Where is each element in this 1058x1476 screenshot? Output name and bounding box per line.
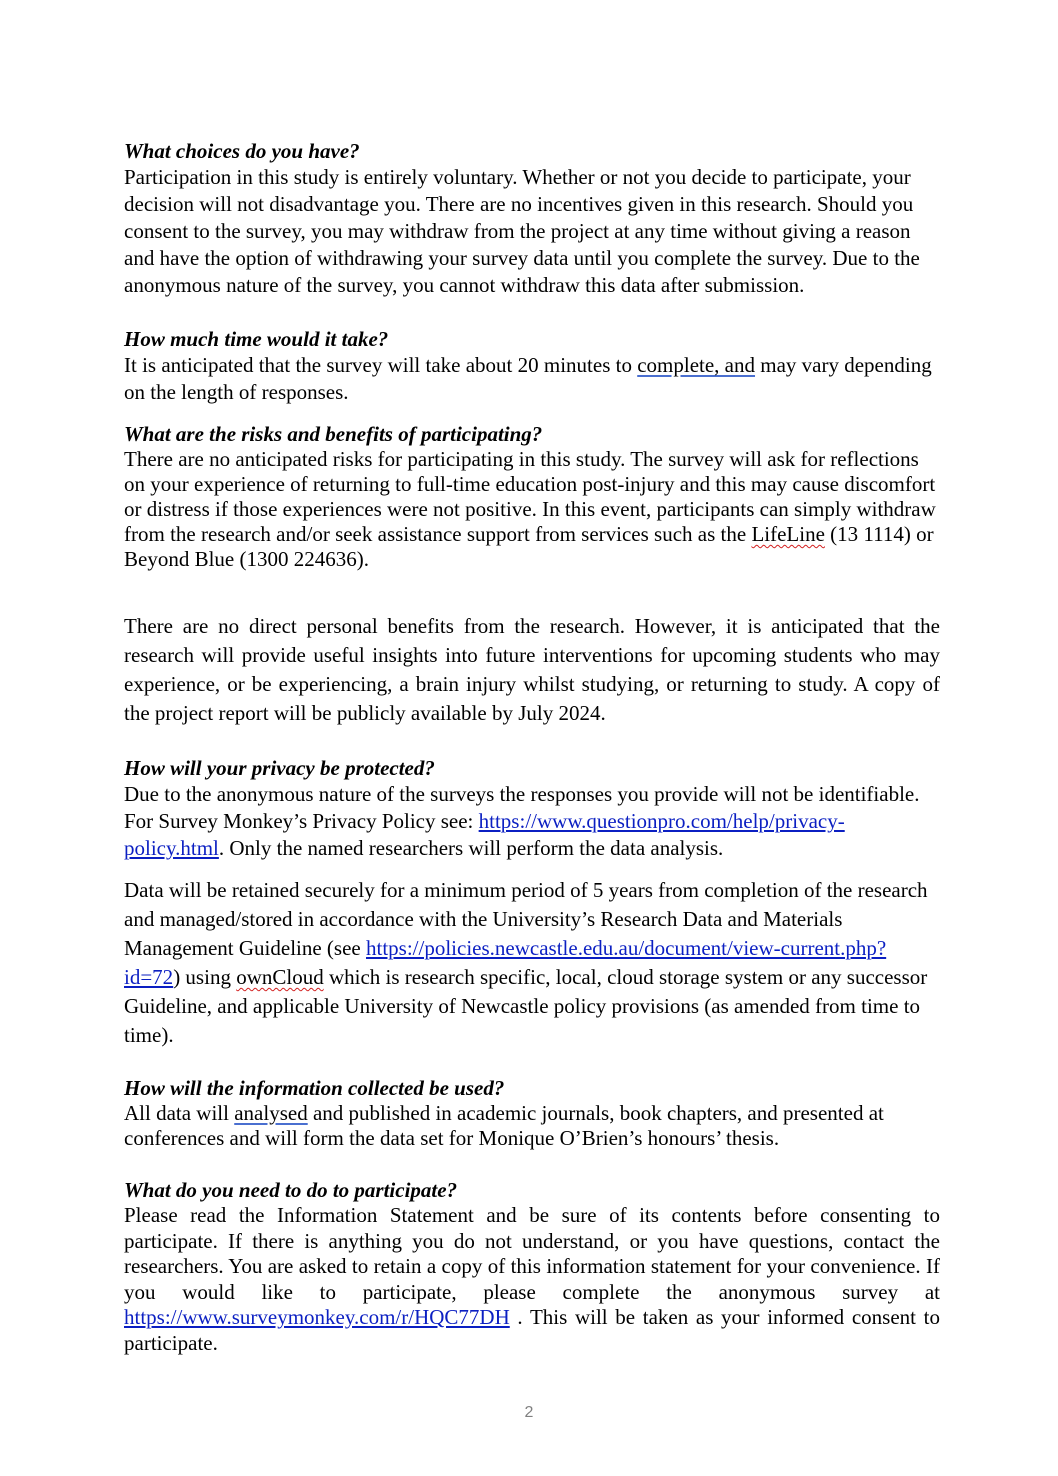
paragraph-participate-text: Please read the Information Statement and be sure of its contents before consenting to participate. If there is anything you do not understand, or you have questions, contact the researchers. You are asked to retain a copy of this information statement for your convenience. If you would like to participate, please complete the anonymous survey at xyxy=(124,1203,940,1304)
paragraph-retention-text: Data will be retained securely for a minimum period of 5 years from completion of the research and managed/stored in accordance with the University’s Research Data and Materials Management Guideline (see xyxy=(124,878,928,960)
page-number: 2 xyxy=(524,1404,534,1421)
paragraph-benefits: There are no direct personal benefits from the research. However, it is anticipated that the research will provide useful insights into future interventions for upcoming students who may experience, or be experiencing, a brain injury whilst studying, or returning to study. A copy of the project report will be publicly available by July 2024. xyxy=(124,614,940,725)
paragraph-privacy xyxy=(124,781,940,862)
section-risks xyxy=(124,421,940,572)
grammar-flag-text[interactable]: complete, and xyxy=(637,353,756,377)
paragraph-retention-text-2: ) using xyxy=(173,965,237,989)
section-benefits xyxy=(124,612,940,728)
section-heading-privacy: How will your privacy be protected? xyxy=(124,756,435,780)
section-retention xyxy=(124,876,940,1050)
paragraph-privacy-text: Due to the anonymous nature of the surveys the responses you provide will not be identifiable. For Survey Monkey’s Privacy Policy see: xyxy=(124,782,920,833)
paragraph-time-text: It is anticipated that the survey will take about 20 minutes to xyxy=(124,353,638,377)
survey-link[interactable]: https://www.surveymonkey.com/r/HQC77DH xyxy=(124,1305,510,1329)
paragraph-time xyxy=(124,352,940,406)
section-privacy xyxy=(124,755,940,862)
privacy-policy-link[interactable]: https://www.questionpro.com/help/privacy-policy.html xyxy=(124,809,845,860)
section-choices xyxy=(124,138,940,299)
paragraph-risks xyxy=(124,447,940,572)
paragraph-use-text: All data will xyxy=(124,1101,235,1125)
spelling-flag-text[interactable]: LifeLine xyxy=(751,522,825,546)
grammar-flag-text-analysed[interactable]: analysed xyxy=(234,1101,308,1125)
data-guideline-link[interactable]: https://policies.newcastle.edu.au/document/view-current.php?id=72 xyxy=(124,936,887,989)
paragraph-retention-text-3: which is research specific, local, cloud storage system or any successor Guideline, and applicable University of Newcastle policy provisions (as amended from time to time). xyxy=(124,965,928,1047)
paragraph-time-text-2: may vary depending on the length of responses. xyxy=(124,353,932,404)
paragraph-retention xyxy=(124,876,940,1050)
paragraph-risks-text-2: (13 1114) or Beyond Blue (1300 224636). xyxy=(124,522,934,571)
paragraph-risks-text: There are no anticipated risks for participating in this study. The survey will ask for reflections on your experience of returning to full-time education post-injury and this may cause discomfort or distress if those experiences were not positive. In this event, participants can simply withdraw from the research and/or seek assistance support from services such as the xyxy=(124,447,936,546)
paragraph-choices: Participation in this study is entirely voluntary. Whether or not you decide to participate, your decision will not disadvantage you. There are no incentives given in this research. Should you consent to the survey, you may withdraw from the project at any time without giving a reason and have the option of withdrawing your survey data until you complete the survey. Due to the anonymous nature of the survey, you cannot withdraw this data after submission. xyxy=(124,165,920,297)
document-page xyxy=(124,138,940,1356)
section-heading-participate: What do you need to do to participate? xyxy=(124,1178,458,1202)
section-time xyxy=(124,326,940,406)
section-heading-time: How much time would it take? xyxy=(124,327,389,351)
paragraph-use-text-2: and published in academic journals, book chapters, and presented at conferences and will form the data set for Monique O’Brien’s honours’ thesis. xyxy=(124,1101,884,1150)
paragraph-participate-text-2: . This will be taken as your informed consent to participate. xyxy=(124,1305,940,1355)
section-heading-use: How will the information collected be used? xyxy=(124,1076,505,1100)
section-use xyxy=(124,1075,940,1151)
paragraph-use xyxy=(124,1101,940,1151)
section-heading-choices: What choices do you have? xyxy=(124,139,360,163)
paragraph-privacy-text-2: . Only the named researchers will perform the data analysis. xyxy=(218,836,724,860)
paragraph-participate xyxy=(124,1203,940,1356)
section-participate xyxy=(124,1177,940,1356)
spelling-flag-text-owncloud[interactable]: ownCloud xyxy=(236,965,324,989)
section-heading-risks: What are the risks and benefits of participating? xyxy=(124,422,543,446)
